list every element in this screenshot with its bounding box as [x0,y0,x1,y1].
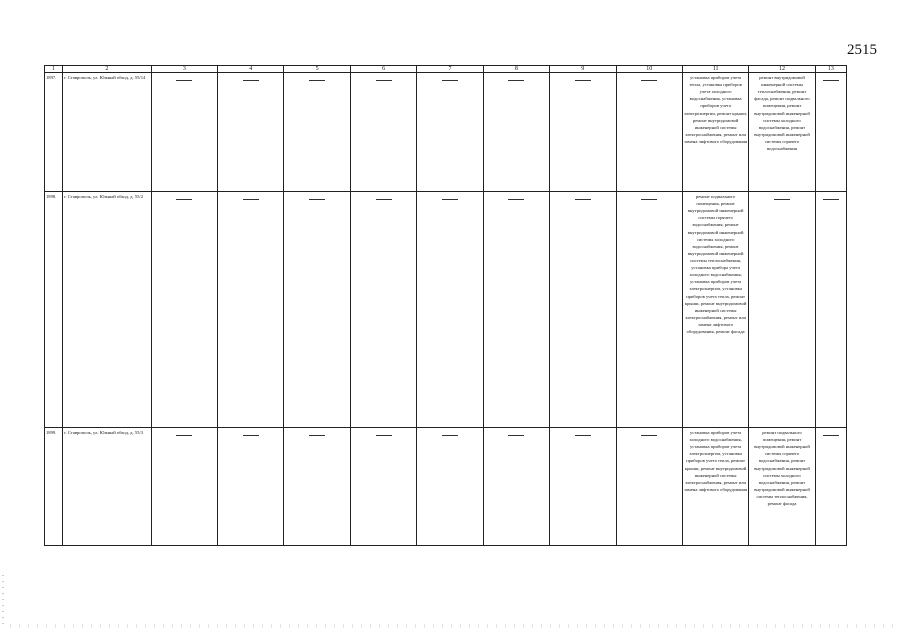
row-number: 1899. [45,428,63,546]
dash-mark [442,435,458,436]
empty-cell [151,428,217,546]
column-header: 1 [45,66,63,73]
register-table [44,65,847,546]
dash-mark [508,80,524,81]
dash-mark [376,435,392,436]
scan-edge-marks [2,575,4,625]
work-types-cell: ремонт внутридомовой инженерной системы теплоснабжения, ремонт фасада, ремонт подвального помещения, ремонт внутридомовой инженерной системы холодного водоснабжения, ремонт внутридомовой инженерной системы горячего водоснабжения [749,73,815,192]
empty-cell [550,73,616,192]
page-number: 2515 [847,42,877,58]
column-header: 3 [151,66,217,73]
empty-cell [749,192,815,428]
column-header: 10 [616,66,682,73]
work-types-cell: ремонт подвального помещения, ремонт внутридомовой инженерной системы горячего водоснабжения, ремонт внутридомовой инженерной системы холодного водоснабжения, ремонт внутридомовой инженерной системы теплоснабжения, установка прибора учета холодного водоснабжения, установка приборов учета электроэнергии, установка приборов учета тепла, ремонт крыши, ремонт внутридомовой инженерной системы электроснабжения, ремонт или замена лифтового оборудования, ремонт фасада [682,192,748,428]
work-types-cell: установка приборов учета тепла, установка приборов учета холодного водоснабжения, установка приборов учета электроэнергии, ремонт крыши, ремонт внутридомовой инженерной системы электроснабжения, ремонт или замена лифтового оборудования [682,73,748,192]
empty-cell [284,73,350,192]
empty-cell [550,192,616,428]
dash-mark [376,199,392,200]
empty-cell [483,73,549,192]
table-row [45,428,847,546]
dash-mark [243,435,259,436]
empty-cell [284,192,350,428]
column-header: 7 [417,66,483,73]
dash-mark [442,199,458,200]
dash-mark [575,435,591,436]
empty-cell [218,73,284,192]
empty-cell [417,428,483,546]
empty-cell [350,428,416,546]
empty-cell [218,192,284,428]
work-types-cell: установка приборов учета холодного водоснабжения, установка приборов учета электроэнергии, установка приборов учета тепла, ремонт крыши, ремонт внутридомовой инженерной системы электроснабжения, ремонт или замена лифтового оборудования [682,428,748,546]
empty-cell [616,428,682,546]
dash-mark [376,80,392,81]
empty-cell [483,428,549,546]
header-row [45,66,847,73]
column-header: 12 [749,66,815,73]
address-cell: г. Ставрополь, ул. Южный обход, д. 55/3 [63,428,152,546]
empty-cell [151,192,217,428]
column-header: 8 [483,66,549,73]
dash-mark [508,435,524,436]
empty-cell [616,73,682,192]
row-number: 1898. [45,192,63,428]
table-row [45,73,847,192]
dash-mark [309,435,325,436]
column-header: 6 [350,66,416,73]
dash-mark [176,80,192,81]
empty-cell [218,428,284,546]
empty-cell [151,73,217,192]
dash-mark [508,199,524,200]
column-header: 11 [682,66,748,73]
empty-cell [483,192,549,428]
empty-cell [815,428,846,546]
empty-cell [550,428,616,546]
empty-cell [616,192,682,428]
dash-mark [823,435,839,436]
column-header: 4 [218,66,284,73]
column-header: 13 [815,66,846,73]
empty-cell [284,428,350,546]
dash-mark [176,199,192,200]
dash-mark [823,199,839,200]
dash-mark [309,199,325,200]
empty-cell [815,192,846,428]
dash-mark [442,80,458,81]
dash-mark [176,435,192,436]
column-header: 9 [550,66,616,73]
column-header: 2 [63,66,152,73]
empty-cell [350,192,416,428]
scan-noise-strip [10,624,895,628]
empty-cell [417,192,483,428]
table-row [45,192,847,428]
dash-mark [823,80,839,81]
dash-mark [243,80,259,81]
dash-mark [575,199,591,200]
dash-mark [774,199,790,200]
row-number: 1897. [45,73,63,192]
address-cell: г. Ставрополь, ул. Южный обход, д. 55/2 [63,192,152,428]
dash-mark [575,80,591,81]
dash-mark [309,80,325,81]
empty-cell [350,73,416,192]
dash-mark [641,80,657,81]
address-cell: г. Ставрополь, ул. Южный обход, д. 55/14 [63,73,152,192]
column-header: 5 [284,66,350,73]
dash-mark [641,199,657,200]
work-types-cell: ремонт подвального помещения, ремонт внутридомовой инженерной системы горячего водоснабжения, ремонт внутридомовой инженерной системы холодного водоснабжения, ремонт внутридомовой инженерной системы теплоснабжения, ремонт фасада [749,428,815,546]
empty-cell [815,73,846,192]
empty-cell [417,73,483,192]
dash-mark [243,199,259,200]
dash-mark [641,435,657,436]
